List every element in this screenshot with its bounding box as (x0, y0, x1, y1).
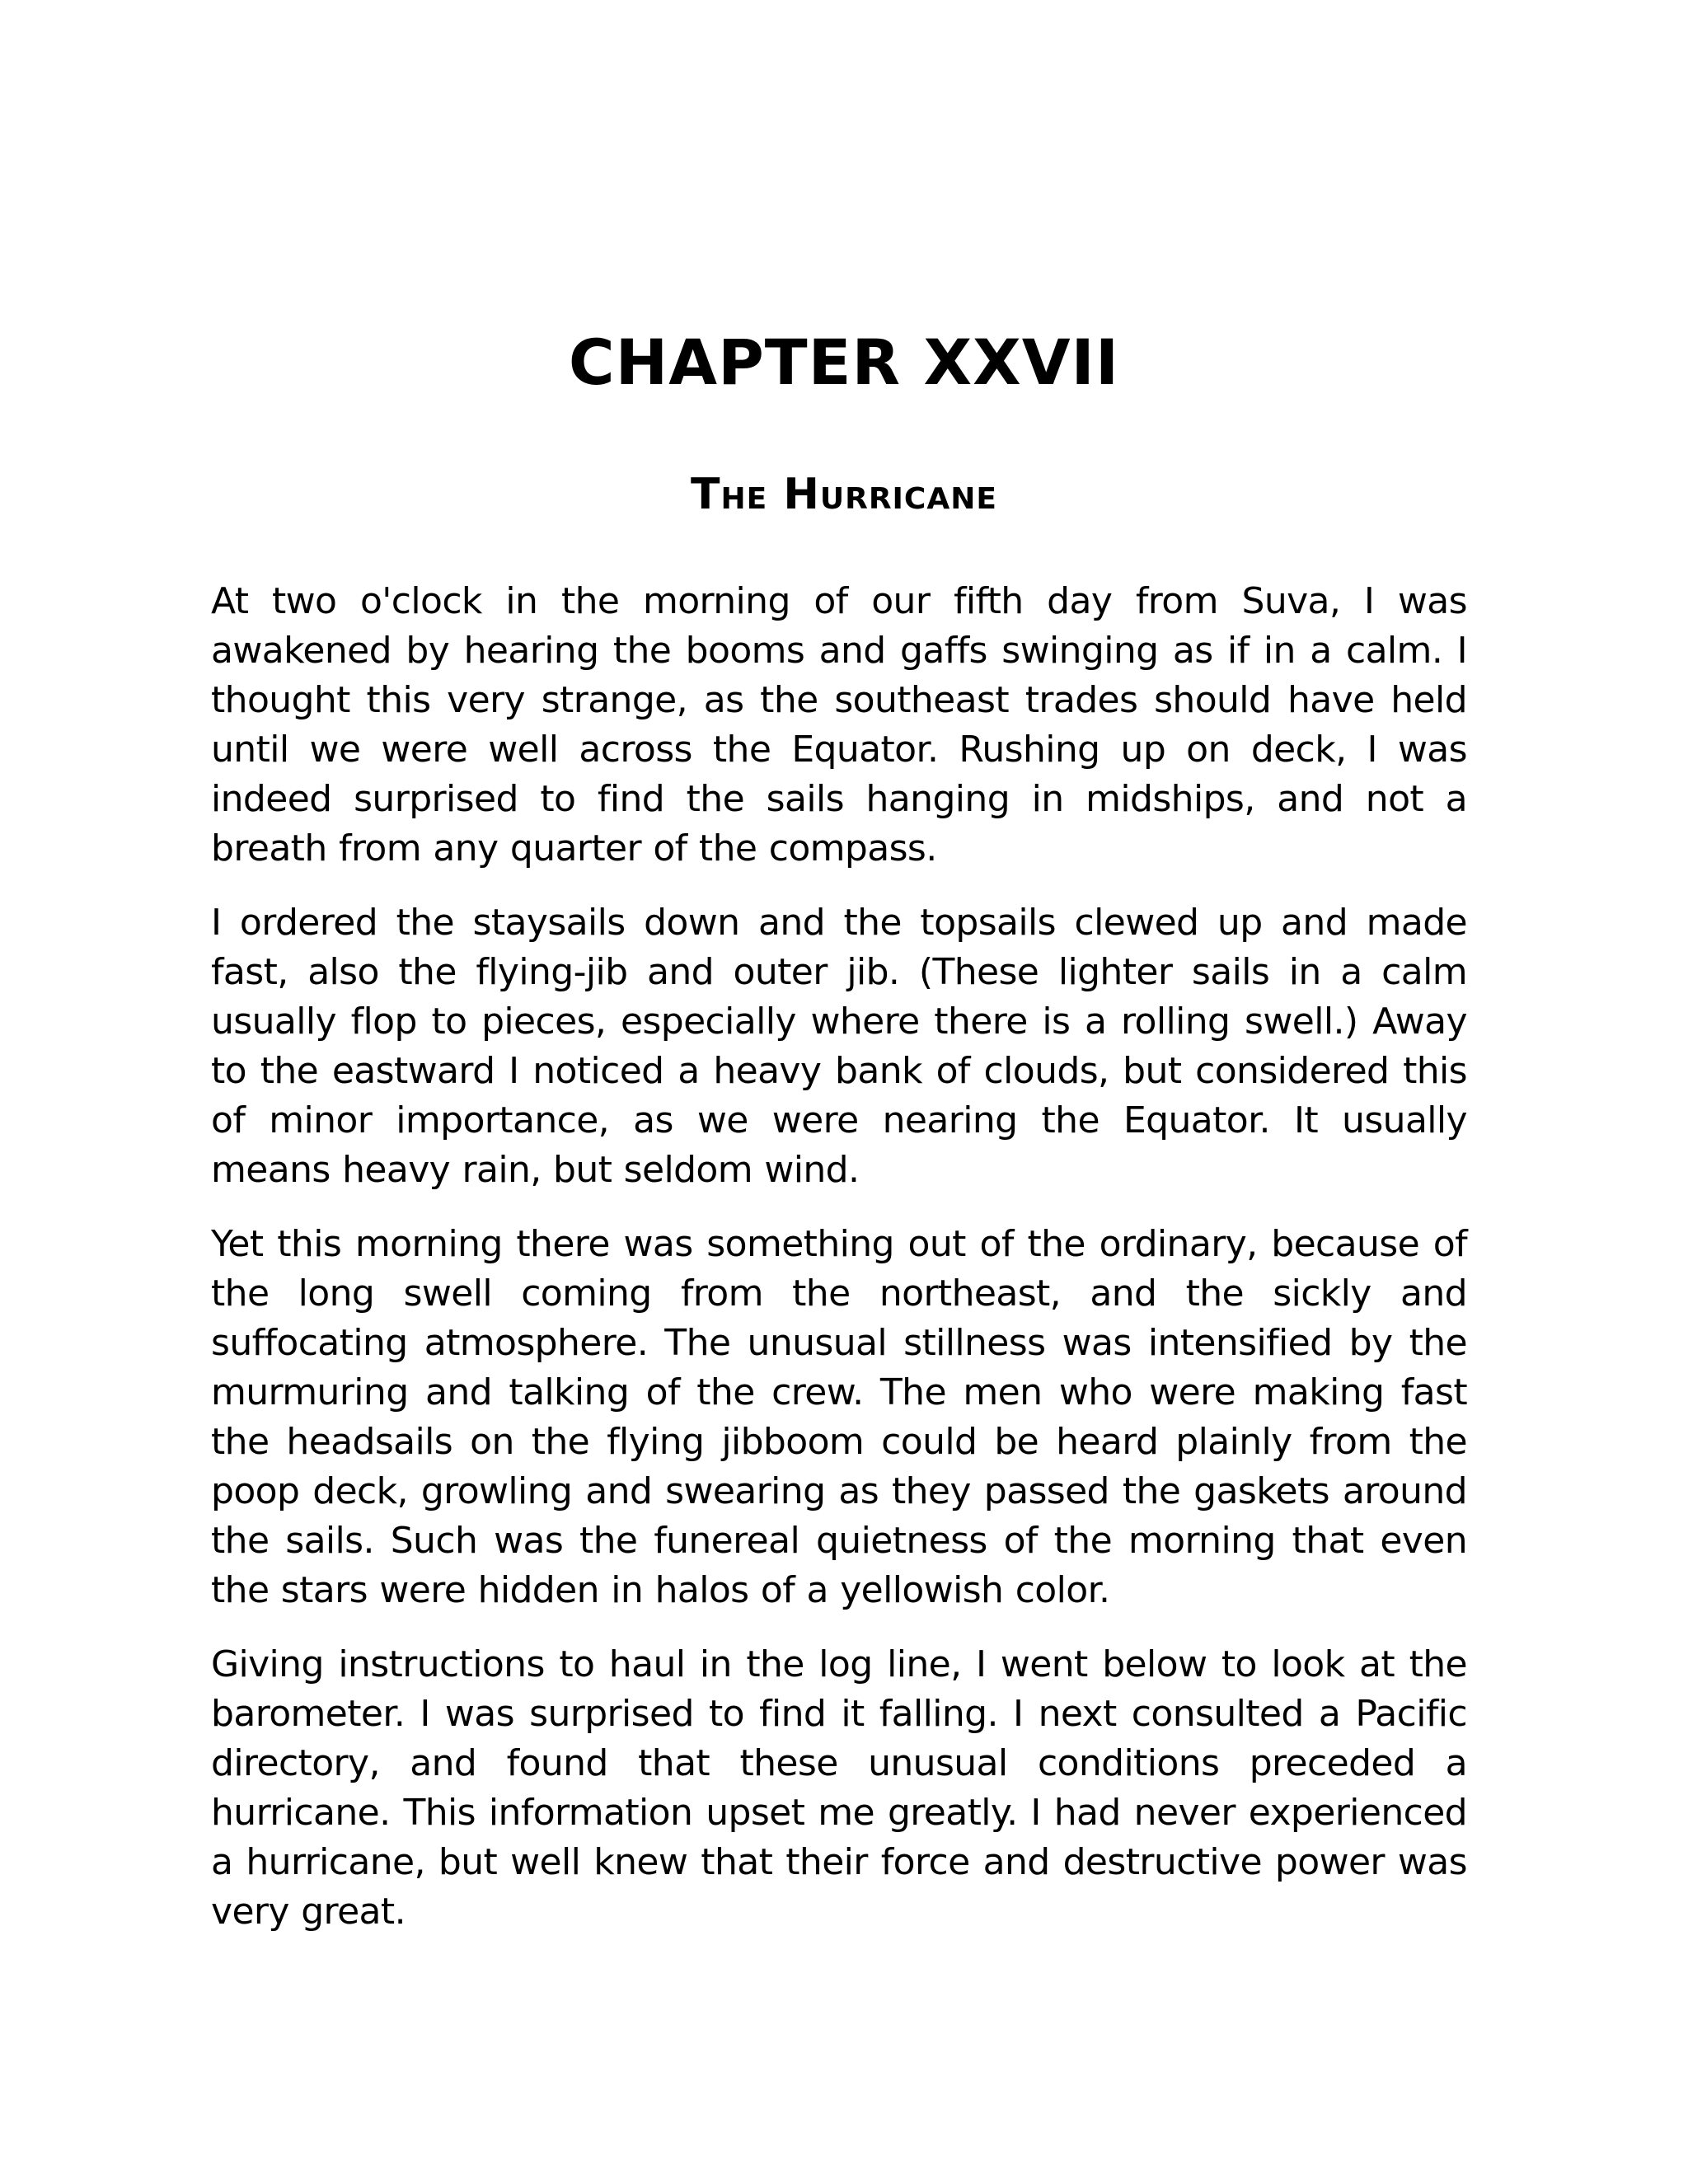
paragraph-3: Yet this morning there was something out of the ordinary, because of the long swell coming from the northeast, and the sickly and suffocating atmosphere. The unusual stillness was intensified by the murmuring and talking of the crew. The men who were making fast the headsails on the flying jibboom could be heard plainly from the poop deck, growling and swearing as they passed the gaskets around the sails. Such was the funereal quietness of the morning that even the stars were hidden in halos of a yellowish color. (211, 1223, 1467, 1611)
chapter-body (211, 577, 1467, 1961)
chapter-title: The Hurricane (691, 470, 997, 519)
chapter-number: CHAPTER XXVII (568, 326, 1120, 399)
paragraph-4: Giving instructions to haul in the log line, I went below to look at the barometer. I was surprised to find it falling. I next consulted a Pacific directory, and found that these unusual conditions preceded a hurricane. This information upset me greatly. I had never experienced a hurricane, but well knew that their force and destructive power was very great. (211, 1643, 1467, 1933)
paragraph-1: At two o'clock in the morning of our fifth day from Suva, I was awakened by hearing the booms and gaffs swinging as if in a calm. I thought this very strange, as the southeast trades should have held until we were well across the Equator. Rushing up on deck, I was indeed surprised to find the sails hanging in midships, and not a breath from any quarter of the compass. (211, 580, 1467, 869)
paragraph-2: I ordered the staysails down and the topsails clewed up and made fast, also the flying-jib and outer jib. (These lighter sails in a calm usually flop to pieces, especially where there is a rolling swell.) Away to the eastward I noticed a heavy bank of clouds, but considered this of minor importance, as we were nearing the Equator. It usually means heavy rain, but seldom wind. (211, 902, 1467, 1191)
